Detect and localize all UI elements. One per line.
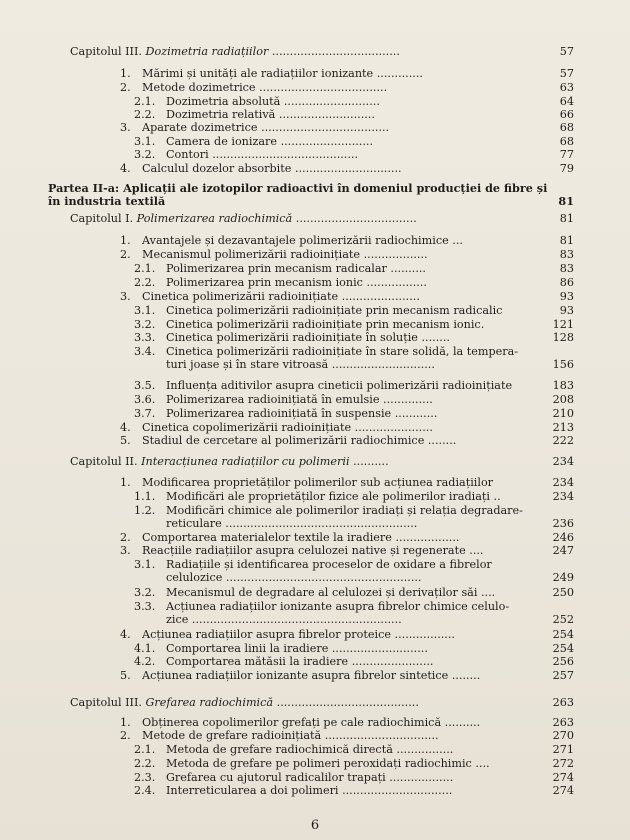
leader-dots: .............................. — [291, 162, 402, 175]
section-title: Reacțiile radiațiilor asupra celulozei native și regenerate — [142, 544, 466, 557]
toc-entry-title — [142, 234, 548, 247]
toc-entry-title — [166, 586, 548, 599]
leader-dots: .................................. — [295, 212, 417, 225]
chapter-prefix: Capitolul II. — [70, 455, 138, 468]
leader-dots: ......................................... — [208, 148, 359, 161]
toc-page-number: 79 — [559, 162, 574, 175]
toc-entry-title — [142, 544, 548, 557]
section-title: Modificarea proprietăților polimerilor sub acțiunea radiațiilor — [142, 476, 494, 489]
section-title: Metoda de grefare radiochimică directă — [166, 743, 393, 756]
toc-entry-title — [166, 95, 548, 108]
toc-entry-title — [142, 421, 548, 434]
toc-page-number: 263 — [552, 696, 574, 709]
section-title: Radiațiile și identificarea proceselor de oxidare a fibrelor — [166, 558, 492, 571]
toc-page-number: 57 — [559, 67, 574, 80]
section-title: Polimerizarea radioinițiată în emulsie — [166, 393, 380, 406]
section-number: 1.1. — [134, 490, 156, 503]
continuation-text: celulozice — [166, 571, 223, 584]
toc-page-number: 234 — [552, 476, 574, 489]
toc-page-number: 66 — [559, 108, 574, 121]
section-title: Acțiunea radiațiilor ionizante asupra fibrelor chimice celulo- — [166, 600, 510, 613]
leader-dots: ........ — [424, 434, 457, 447]
toc-entry-title — [70, 696, 548, 709]
section-title: Acțiunea radiațiilor asupra fibrelor proteice — [142, 628, 391, 641]
toc-page-number: 246 — [552, 531, 574, 544]
toc-entry-title — [166, 757, 548, 770]
toc-page-number: 93 — [559, 290, 574, 303]
toc-page-number: 128 — [552, 331, 574, 344]
toc-entry-title — [142, 729, 548, 742]
leader-dots: .............. — [379, 393, 433, 406]
section-number: 1.2. — [134, 504, 156, 517]
section-title: Aparate dozimetrice — [142, 121, 258, 134]
section-title: Polimerizarea prin mecanism ionic — [166, 276, 363, 289]
section-title: Cinetica polimerizării radioinițiate — [142, 290, 339, 303]
toc-entry-title — [142, 248, 548, 261]
continuation-text: turi joase și în stare vitroasă — [166, 358, 329, 371]
section-title: Grefarea cu ajutorul radicalilor trapați — [166, 771, 386, 784]
toc-page-number: 86 — [559, 276, 574, 289]
section-number: 3.2. — [134, 148, 156, 161]
section-title: Obținerea copolimerilor grefați pe cale radiochimică — [142, 716, 442, 729]
toc-page-number: 81 — [559, 212, 574, 225]
section-number: 3.1. — [134, 558, 156, 571]
section-number: 3.4. — [134, 345, 156, 358]
leader-dots: ................. — [362, 276, 427, 289]
toc-page-number: 274 — [552, 784, 574, 797]
leader-dots: ............................... — [338, 784, 453, 797]
section-title: Comportarea mătăsii la iradiere — [166, 655, 349, 668]
chapter-prefix: Capitolul III. — [70, 696, 142, 709]
section-number: 3.2. — [134, 586, 156, 599]
continuation-text: zice — [166, 613, 189, 626]
toc-entry-title — [166, 558, 548, 584]
leader-dots: .... — [477, 586, 496, 599]
leader-dots: ............ — [391, 407, 438, 420]
leader-dots: ........................... — [280, 95, 380, 108]
section-number: 3.2. — [134, 318, 156, 331]
toc-page-number: 272 — [552, 757, 574, 770]
toc-page-number: 270 — [552, 729, 574, 742]
leader-dots: ................ — [392, 743, 454, 756]
section-title: Modificări chimice ale polimerilor iradiați și relația degradare- — [166, 504, 523, 517]
toc-page-number: 57 — [559, 45, 574, 58]
toc-page-number: 263 — [552, 716, 574, 729]
toc-page-number: 156 — [552, 358, 574, 371]
leader-dots: .................................... — [257, 121, 390, 134]
section-title: Metoda de grefare pe polimeri peroxidați radiochimic — [166, 757, 472, 770]
leader-dots: .......................... — [277, 135, 374, 148]
section-number: 3.3. — [134, 331, 156, 344]
section-number: 5. — [120, 434, 131, 447]
toc-entry-title — [142, 162, 548, 175]
continuation-text: reticulare — [166, 517, 222, 530]
toc-entry-title — [142, 531, 548, 544]
chapter-title: Grefarea radiochimică — [145, 696, 274, 709]
leader-dots: .... — [465, 544, 484, 557]
section-number: 1. — [120, 716, 131, 729]
toc-entry-title — [166, 345, 548, 371]
section-number: 1. — [120, 476, 131, 489]
leader-dots: ...................................................... — [221, 517, 418, 530]
leader-dots: ........ — [448, 669, 481, 682]
section-title: Cinetica polimerizării radioinițiate prin mecanism ionic. — [166, 318, 485, 331]
section-number: 2.1. — [134, 262, 156, 275]
toc-page-number: 257 — [552, 669, 574, 682]
toc-page-number: 81 — [559, 234, 574, 247]
toc-entry-title — [142, 67, 548, 80]
leader-dots: ... — [448, 234, 463, 247]
leader-dots: ........................................ — [276, 696, 419, 709]
toc-entry-title — [70, 212, 548, 225]
section-number: 1. — [120, 67, 131, 80]
toc-page-number: 236 — [552, 517, 574, 530]
leader-dots: .......... — [353, 455, 389, 468]
part-title-line1: Partea II-a: Aplicații ale izotopilor radioactivi în domeniul producției de fibre și — [48, 182, 548, 195]
leader-dots: ...................... — [351, 421, 433, 434]
toc-page-number: 222 — [552, 434, 574, 447]
toc-page-number: 274 — [552, 771, 574, 784]
toc-page-number: 208 — [552, 393, 574, 406]
section-title: Contori — [166, 148, 209, 161]
toc-entry-title — [166, 743, 548, 756]
toc-page-number: 63 — [559, 81, 574, 94]
section-number: 1. — [120, 234, 131, 247]
section-number: 2.2. — [134, 108, 156, 121]
toc-page-number: 64 — [559, 95, 574, 108]
toc-entry-title — [166, 331, 548, 344]
section-number: 3. — [120, 121, 131, 134]
section-number: 2.2. — [134, 276, 156, 289]
toc-page-number: 254 — [552, 642, 574, 655]
toc-entry-title — [166, 784, 548, 797]
section-title: Modificări ale proprietăților fizice ale polimerilor iradiați — [166, 490, 490, 503]
toc-entry-title — [48, 182, 560, 208]
section-number: 2.4. — [134, 784, 156, 797]
section-title: Cinetica polimerizării radioinițiate prin mecanism radicalic — [166, 304, 503, 317]
toc-entry-title — [142, 290, 548, 303]
section-title: Interreticularea a doi polimeri — [166, 784, 339, 797]
toc-page-number: 183 — [552, 379, 574, 392]
leader-dots: ........................... — [328, 642, 428, 655]
section-title: Stadiul de cercetare al polimerizării radiochimice — [142, 434, 425, 447]
chapter-prefix: Capitolul III. — [70, 45, 142, 58]
section-title: Comportarea materialelor textile la iradiere — [142, 531, 392, 544]
section-title: Dozimetria absolută — [166, 95, 281, 108]
toc-page-number: 93 — [559, 304, 574, 317]
toc-entry-title — [142, 434, 548, 447]
section-title: Acțiunea radiațiilor ionizante asupra fibrelor sintetice — [142, 669, 449, 682]
section-title: Dozimetria relativă — [166, 108, 276, 121]
chapter-title: Interacțiunea radiațiilor cu polimerii — [141, 455, 350, 468]
toc-entry-title — [142, 81, 548, 94]
leader-dots: ...................... — [338, 290, 420, 303]
toc-page-number: 83 — [559, 248, 574, 261]
toc-entry-title — [142, 628, 548, 641]
section-number: 3. — [120, 290, 131, 303]
toc-entry-title — [142, 716, 548, 729]
section-number: 2.2. — [134, 757, 156, 770]
chapter-prefix: Capitolul I. — [70, 212, 134, 225]
leader-dots: .................. — [391, 531, 460, 544]
leader-dots: ................. — [390, 628, 455, 641]
section-number: 2. — [120, 531, 131, 544]
page-number: 6 — [310, 818, 320, 833]
section-title: Mărimi și unități ale radiațiilor ionizante — [142, 67, 374, 80]
toc-page-number: 68 — [559, 135, 574, 148]
leader-dots: ........ — [417, 331, 450, 344]
leader-dots: .................. — [360, 248, 428, 261]
section-title-continuation — [166, 613, 548, 626]
toc-page-number: 271 — [552, 743, 574, 756]
toc-entry-title — [166, 600, 548, 626]
leader-dots: ........................................................... — [188, 613, 402, 626]
section-number: 3.1. — [134, 135, 156, 148]
toc-entry-title — [166, 318, 548, 331]
toc-entry-title — [166, 393, 548, 406]
toc-entry-title — [166, 379, 548, 392]
part-title-line2: în industria textilă — [48, 194, 166, 208]
toc-page-number: 213 — [552, 421, 574, 434]
section-title: Mecanismul polimerizării radioinițiate — [142, 248, 361, 261]
section-title-continuation — [166, 571, 548, 584]
section-number: 3.1. — [134, 304, 156, 317]
toc-entry-title — [166, 504, 548, 530]
section-number: 4. — [120, 162, 131, 175]
toc-entry-title — [166, 148, 548, 161]
toc-page-number: 83 — [559, 262, 574, 275]
toc-entry-title — [166, 490, 548, 503]
toc-page-number: 121 — [552, 318, 574, 331]
toc-page-number: 77 — [559, 148, 574, 161]
section-title: Cinetica polimerizării radioinițiate în soluție — [166, 331, 418, 344]
toc-entry-title — [166, 642, 548, 655]
section-number: 2.3. — [134, 771, 156, 784]
section-title: Influența aditivilor asupra cineticii polimerizării radioinițiate — [166, 379, 513, 392]
toc-page-number: 210 — [552, 407, 574, 420]
leader-dots: ....................... — [348, 655, 434, 668]
section-title: Comportarea linii la iradiere — [166, 642, 329, 655]
section-title: Metode de grefare radioinițiată — [142, 729, 322, 742]
toc-entry-title — [166, 655, 548, 668]
toc-page-number: 256 — [552, 655, 574, 668]
section-number: 2. — [120, 81, 131, 94]
section-title-continuation — [166, 517, 548, 530]
section-number: 4. — [120, 628, 131, 641]
chapter-title: Dozimetria radiațiilor — [145, 45, 269, 58]
toc-page-number: 81 — [558, 194, 574, 208]
toc-entry-title — [70, 45, 548, 58]
toc-page-number: 247 — [552, 544, 574, 557]
section-number: 4. — [120, 421, 131, 434]
section-title: Avantajele și dezavantajele polimerizării radiochimice — [142, 234, 449, 247]
section-number: 2. — [120, 248, 131, 261]
section-title: Cinetica polimerizării radioinițiate în stare solidă, la tempera- — [166, 345, 519, 358]
toc-page-number: 234 — [552, 490, 574, 503]
leader-dots: .................. — [385, 771, 454, 784]
section-title: Polimerizarea radioinițiată în suspensie — [166, 407, 392, 420]
leader-dots: .......... — [441, 716, 481, 729]
toc-entry-title — [70, 455, 548, 468]
leader-dots: ........................... — [275, 108, 375, 121]
leader-dots: ................................ — [321, 729, 439, 742]
leader-dots: ............. — [373, 67, 423, 80]
toc-entry-title — [166, 771, 548, 784]
section-title: Polimerizarea prin mecanism radicalar — [166, 262, 387, 275]
section-number: 3. — [120, 544, 131, 557]
section-number: 4.2. — [134, 655, 156, 668]
leader-dots: ....................................................... — [222, 571, 422, 584]
section-number: 2.1. — [134, 743, 156, 756]
toc-entry-title — [166, 407, 548, 420]
chapter-title: Polimerizarea radiochimică — [136, 212, 293, 225]
toc-entry-title — [166, 304, 548, 317]
section-title-continuation — [166, 358, 548, 371]
section-number: 2. — [120, 729, 131, 742]
leader-dots: .... — [471, 757, 490, 770]
toc-page-number: 252 — [552, 613, 574, 626]
toc-page-number: 250 — [552, 586, 574, 599]
section-title: Cinetica copolimerizării radioinițiate — [142, 421, 352, 434]
leader-dots: .................................... — [271, 45, 400, 58]
toc-entry-title — [142, 121, 548, 134]
leader-dots: .................................... — [255, 81, 388, 94]
toc-entry-title — [166, 276, 548, 289]
toc-page-number: 234 — [552, 455, 574, 468]
leader-dots: .......... — [386, 262, 426, 275]
section-number: 5. — [120, 669, 131, 682]
toc-page-number: 254 — [552, 628, 574, 641]
section-number: 3.3. — [134, 600, 156, 613]
toc-entry-title — [142, 669, 548, 682]
section-number: 3.6. — [134, 393, 156, 406]
toc-page-number: 68 — [559, 121, 574, 134]
section-number: 3.7. — [134, 407, 156, 420]
section-number: 2.1. — [134, 95, 156, 108]
toc-entry-title — [166, 135, 548, 148]
leader-dots: ............................. — [328, 358, 435, 371]
section-title: Metode dozimetrice — [142, 81, 256, 94]
section-number: 3.5. — [134, 379, 156, 392]
section-title: Mecanismul de degradare al celulozei și derivaților săi — [166, 586, 478, 599]
toc-entry-title — [166, 262, 548, 275]
section-number: 4.1. — [134, 642, 156, 655]
toc-entry-title — [142, 476, 548, 489]
toc-entry-title — [166, 108, 548, 121]
section-title: Camera de ionizare — [166, 135, 278, 148]
leader-dots: .. — [489, 490, 501, 503]
section-title: Calculul dozelor absorbite — [142, 162, 292, 175]
toc-page-number: 249 — [552, 571, 574, 584]
